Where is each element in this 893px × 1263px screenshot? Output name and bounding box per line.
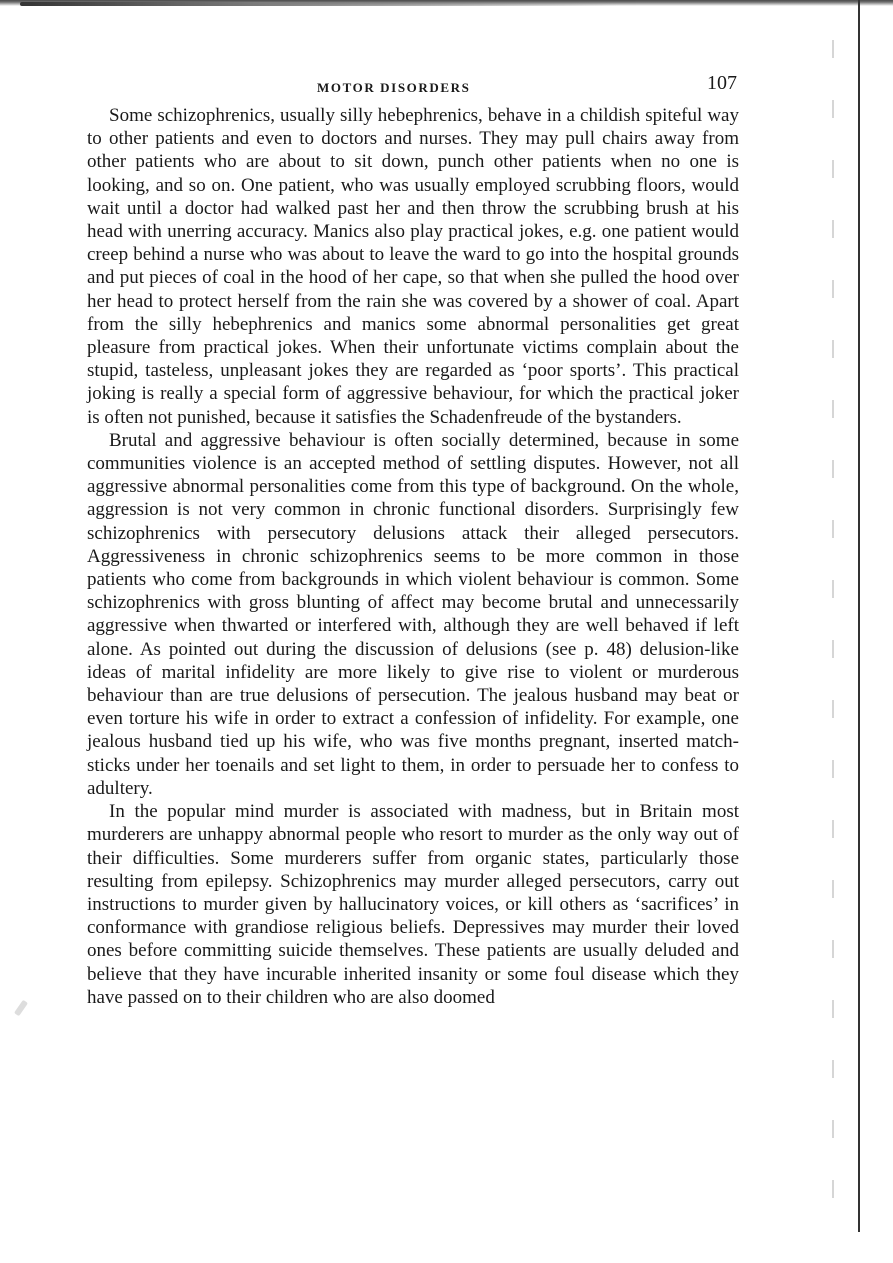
- paragraph-murder: In the popular mind murder is associated with madness, but in Britain most murderers are unhappy abnormal people who resort to murder as the only way out of their difficulties. Some murderers suffer from organic states, particularly those resulting from epilepsy. Schizophrenics may murder alleged persecutors, carry out instructions to murder given by hallucinatory voices, or kill others as ‘sacrifices’ in conformance with grandiose religious beliefs. Depressives may murder their loved ones before committing suicide themselves. These patients are usually deluded and believe that they have incurable inherited insanity or some foul disease which they have passed on to their children who are also doomed: [87, 801, 739, 1008]
- page-header: [87, 72, 737, 102]
- running-head: MOTOR DISORDERS: [317, 80, 471, 95]
- page-edge-rule: [858, 0, 860, 1232]
- margin-scan-marks: [832, 40, 834, 1220]
- paragraph-aggressive-behaviour: Brutal and aggressive behaviour is often socially determined, because in some communities violence is an accepted method of settling disputes. However, not all aggressive abnormal personalities come from this type of background. On the whole, aggression is not very common in chronic functional disorders. Surprisingly few schizophrenics with persecutory delusions attack their alleged persecutors. Aggressiveness in chronic schizophrenics seems to be more common in those patients who come from backgrounds in which violent behaviour is common. Some schizophrenics with gross blunting of affect may become brutal and unnecessarily aggressive when thwarted or interfered with, although they are well behaved if left alone. As pointed out during the discussion of delusions (see p. 48) delusion-like ideas of marital infidelity are more likely to give rise to violent or murderous behaviour than are true delusions of persecution. The jealous husband may beat or even torture his wife in order to extract a confession of infidelity. For example, one jealous husband tied up his wife, who was five months pregnant, inserted match-sticks under her toenails and set light to them, in order to persuade her to confess to adultery.: [87, 429, 739, 799]
- page-number: 107: [707, 72, 737, 94]
- scan-top-edge: [0, 0, 893, 10]
- paragraph-practical-jokes: Some schizophrenics, usually silly hebephrenics, behave in a childish spiteful way to other patients and even to doctors and nurses. They may pull chairs away from other patients who are about to sit down, punch other patients when no one is looking, and so on. One patient, who was usually employed scrubbing floors, would wait until a doctor had walked past her and then throw the scrubbing brush at his head with unerring accuracy. Manics also play practical jokes, e.g. one patient would creep behind a nurse who was about to leave the ward to go into the hospital grounds and put pieces of coal in the hood of her cape, so that when she pulled the hood over her head to protect herself from the rain she was covered by a shower of coal. Apart from the silly hebephrenics and manics some abnormal personalities get great pleasure from practical jokes. When their unfortunate victims complain about the stupid, tasteless, unpleasant jokes they are regarded as ‘poor sports’. This practical joking is really a special form of aggressive behaviour, for which the practical joker is often not punished, because it satisfies the Schadenfreude of the bystanders.: [87, 105, 739, 428]
- body-text: [87, 104, 739, 1009]
- margin-smudge: [14, 1000, 28, 1017]
